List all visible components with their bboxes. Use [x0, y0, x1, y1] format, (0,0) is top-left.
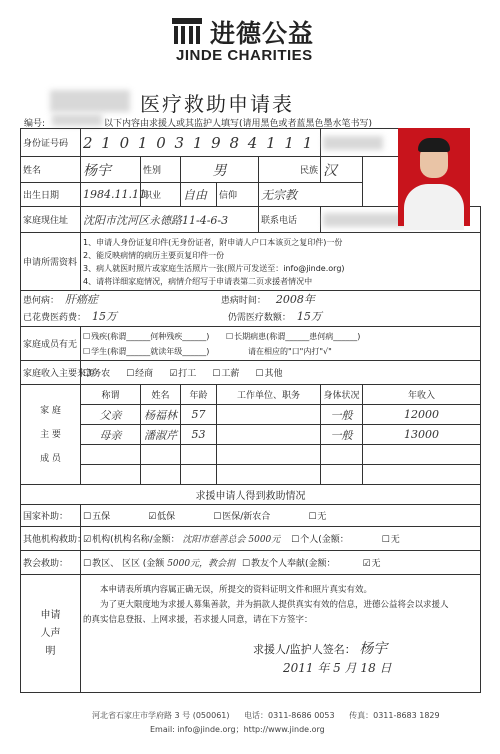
- job-label: 职业: [141, 183, 181, 207]
- church-value[interactable]: 5000元，教会捐: [167, 559, 236, 569]
- member-cell[interactable]: [81, 465, 141, 485]
- members-section-label-line: 家 庭: [40, 405, 61, 416]
- member-cell[interactable]: 一般: [321, 405, 363, 425]
- income-option-checkbox[interactable]: [212, 369, 239, 379]
- ethnic-label: 民族: [259, 157, 321, 183]
- income-option-label: 经商: [135, 369, 154, 379]
- institution-label: 机构(机构名称/金额：: [92, 535, 180, 545]
- materials-item: 2、能反映病情的病历主要页复印件一份: [83, 250, 225, 260]
- friend-label: 教友个人奉献(金额：: [251, 559, 336, 569]
- footer-email: Email: info@jinde.org；http://www.jinde.org: [150, 725, 325, 734]
- members-column-header: 称谓: [81, 385, 141, 405]
- member-cell[interactable]: [217, 465, 321, 485]
- member-cell[interactable]: [81, 445, 141, 465]
- logo-english-name: JINDE CHARITIES: [176, 47, 313, 64]
- institution-checkbox[interactable]: [83, 535, 180, 545]
- member-cell[interactable]: [217, 405, 321, 425]
- members-column-header: 工作单位、职务: [217, 385, 321, 405]
- disease-label: 患何病：: [23, 295, 60, 306]
- need-value[interactable]: 15万: [296, 309, 322, 323]
- faith-label: 信仰: [217, 183, 259, 207]
- jinde-logo: [170, 14, 360, 70]
- member-cell[interactable]: 57: [181, 405, 217, 425]
- friend-checkbox[interactable]: [242, 559, 336, 569]
- member-cell[interactable]: [363, 465, 481, 485]
- birth-label: 出生日期: [21, 183, 81, 207]
- declaration-label: 申请人声明: [21, 575, 81, 693]
- address-label: 家庭现住址: [21, 207, 81, 233]
- personal-checkbox[interactable]: [291, 535, 349, 545]
- materials-item: 4、请将详细家庭情况，病情介绍写于申请表第二页求援者情况中: [83, 276, 313, 286]
- personal-label: 个人(金额：: [300, 535, 349, 545]
- church-none-label: 无: [371, 559, 381, 569]
- members-section-label-line: 主 要: [40, 429, 61, 440]
- national-aid-option-label: 无: [317, 512, 327, 522]
- members-column-header: 身体状况: [321, 385, 363, 405]
- member-cell[interactable]: [321, 465, 363, 485]
- footer-fax: 传真：0311-8683 1829: [349, 711, 440, 720]
- national-aid-checkbox[interactable]: [83, 512, 110, 522]
- chronic-checkbox[interactable]: [226, 332, 360, 341]
- national-aid-options: [81, 505, 481, 527]
- income-options: [81, 361, 481, 385]
- redacted-number: [52, 114, 102, 126]
- address-value[interactable]: 沈阳市沈河区永德路11-4-6-3: [81, 207, 259, 233]
- member-row: [21, 465, 481, 485]
- family-health-label: 家庭成员有无: [21, 327, 81, 361]
- member-cell[interactable]: 53: [181, 425, 217, 445]
- footer-phone: 电话：0311-8686 0053: [244, 711, 335, 720]
- income-option-checkbox[interactable]: [255, 369, 282, 379]
- income-option-label: 其他: [264, 369, 283, 379]
- faith-value[interactable]: 无宗教: [259, 183, 363, 207]
- sex-value[interactable]: 男: [181, 157, 259, 183]
- national-aid-checkbox[interactable]: [308, 512, 326, 522]
- declaration-line: 本申请表所填内容属正确无误，所提交的资料证明文件和照片真实有效。: [100, 585, 373, 595]
- disability-checkbox[interactable]: [83, 332, 209, 341]
- number-label: 编号:: [24, 119, 46, 129]
- ethnic-value[interactable]: 汉: [321, 157, 363, 183]
- member-cell[interactable]: 父亲: [81, 405, 141, 425]
- materials-item: 1、申请人身份证复印件(无身份证者，附申请人户口本该页之复印件)一份: [83, 237, 343, 247]
- other-aid-label: 其他机构救助：: [21, 527, 81, 551]
- institution-value[interactable]: 沈阳市慈善总会 5000元: [182, 535, 281, 545]
- redacted-id-tail: [323, 136, 383, 150]
- members-column-header: 年收入: [363, 385, 481, 405]
- church-checkbox[interactable]: [83, 559, 164, 569]
- student-option-label: 学生(称谓______就读年级______): [91, 346, 210, 356]
- sex-label: 性别: [141, 157, 181, 183]
- spent-label: 已花费医药费：: [23, 312, 87, 323]
- national-aid-option-label: 医保/新农合: [222, 512, 271, 522]
- declaration-line: 的真实信息登报、上网求援，若求援人同意，请在下方签字：: [83, 615, 313, 625]
- footer-address: [92, 710, 440, 721]
- name-label: 姓名: [21, 157, 81, 183]
- signature-label: 求援人/监护人签名：: [253, 643, 356, 656]
- income-option-label: 工薪: [221, 369, 240, 379]
- income-option-label: 务农: [92, 369, 111, 379]
- form-title: 医疗救助申请表: [140, 92, 294, 116]
- member-cell[interactable]: 一般: [321, 425, 363, 445]
- check-note: 请在相应的"口"内打"√": [247, 346, 332, 356]
- member-cell[interactable]: [217, 445, 321, 465]
- fill-instruction: 以下内容由求援人或其监护人填写(请用黑色或者蓝黑色墨水笔书写): [104, 119, 373, 129]
- student-checkbox[interactable]: [83, 347, 209, 356]
- members-section-label-line: 成 员: [40, 453, 61, 464]
- materials-label: 申请所需资料: [21, 233, 81, 291]
- materials-item: 3、病人就医时照片或家庭生活照片一张(照片可发送至：info@jinde.org): [83, 263, 345, 273]
- phone-label: 联系电话: [259, 207, 321, 233]
- member-cell[interactable]: 13000: [363, 425, 481, 445]
- national-aid-option-label: 五保: [92, 512, 111, 522]
- member-cell[interactable]: [181, 445, 217, 465]
- member-cell[interactable]: [363, 445, 481, 465]
- disease-time-label: 患病时间：: [220, 295, 266, 306]
- income-option-checkbox[interactable]: [83, 369, 110, 379]
- church-option-label: 教区、 区区 (金额: [92, 559, 165, 569]
- id-number-label: 身份证号码: [21, 129, 81, 157]
- national-aid-option-label: 低保: [157, 512, 176, 522]
- income-source-label: 家庭收入主要来源: [21, 361, 81, 385]
- member-cell[interactable]: [181, 465, 217, 485]
- income-option-checkbox[interactable]: [169, 369, 196, 379]
- id-number-value[interactable]: 2 1 0 1 0 3 1 9 8 4 1 1 1: [81, 129, 321, 157]
- signature-value[interactable]: 杨宇: [359, 641, 388, 657]
- declaration-line: 为了更大限度地为求援人募集善款，并为捐款人提供真实有效的信息，进德公益将会以求援人: [100, 600, 449, 610]
- disease-value[interactable]: 肝癌症: [65, 292, 99, 306]
- applicant-photo: [398, 128, 470, 226]
- income-option-label: 打工: [178, 369, 197, 379]
- member-cell[interactable]: 潘淑芹: [141, 425, 181, 445]
- members-section-label: [21, 385, 81, 485]
- job-value[interactable]: 自由: [181, 183, 217, 207]
- name-value[interactable]: 杨宇: [81, 157, 141, 183]
- national-aid-checkbox[interactable]: [148, 512, 175, 522]
- church-none-checkbox[interactable]: [362, 559, 380, 569]
- member-cell[interactable]: 12000: [363, 405, 481, 425]
- need-label: 仍需医疗数额：: [227, 312, 291, 323]
- national-aid-checkbox[interactable]: [213, 512, 270, 522]
- national-aid-label: 国家补助：: [21, 505, 81, 527]
- signature-date[interactable]: 2011 年 5 月 18 日: [283, 661, 392, 675]
- member-cell[interactable]: [141, 445, 181, 465]
- logo-chinese-name: 进德公益: [210, 19, 315, 48]
- member-row: [21, 405, 481, 425]
- church-aid-label: 教会救助：: [21, 551, 81, 575]
- spent-value[interactable]: 15万: [92, 309, 118, 323]
- disease-time-value[interactable]: 2008年: [275, 292, 315, 306]
- member-row: [21, 425, 481, 445]
- members-column-header: 姓名: [141, 385, 181, 405]
- footer-address-text: 河北省石家庄市学府路 3 号 (050061): [92, 711, 230, 720]
- member-cell[interactable]: [141, 465, 181, 485]
- member-cell[interactable]: 母亲: [81, 425, 141, 445]
- jinde-logo-mark-icon: [170, 14, 204, 48]
- aid-section-title: 求援申请人得到救助情况: [21, 485, 481, 505]
- income-option-checkbox[interactable]: [126, 369, 153, 379]
- member-cell[interactable]: [321, 445, 363, 465]
- members-column-header: 年龄: [181, 385, 217, 405]
- other-none-label: 无: [390, 535, 400, 545]
- member-row: [21, 445, 481, 465]
- other-none-checkbox[interactable]: [382, 535, 400, 545]
- member-cell[interactable]: [217, 425, 321, 445]
- birth-value[interactable]: 1984.11.11: [81, 183, 141, 207]
- chronic-option-label: 长期病患(称谓______患何病______): [234, 331, 361, 341]
- disability-option-label: 残疾(称谓______何种残疾______): [91, 331, 210, 341]
- redacted-block: [50, 90, 130, 112]
- member-cell[interactable]: 杨福林: [141, 405, 181, 425]
